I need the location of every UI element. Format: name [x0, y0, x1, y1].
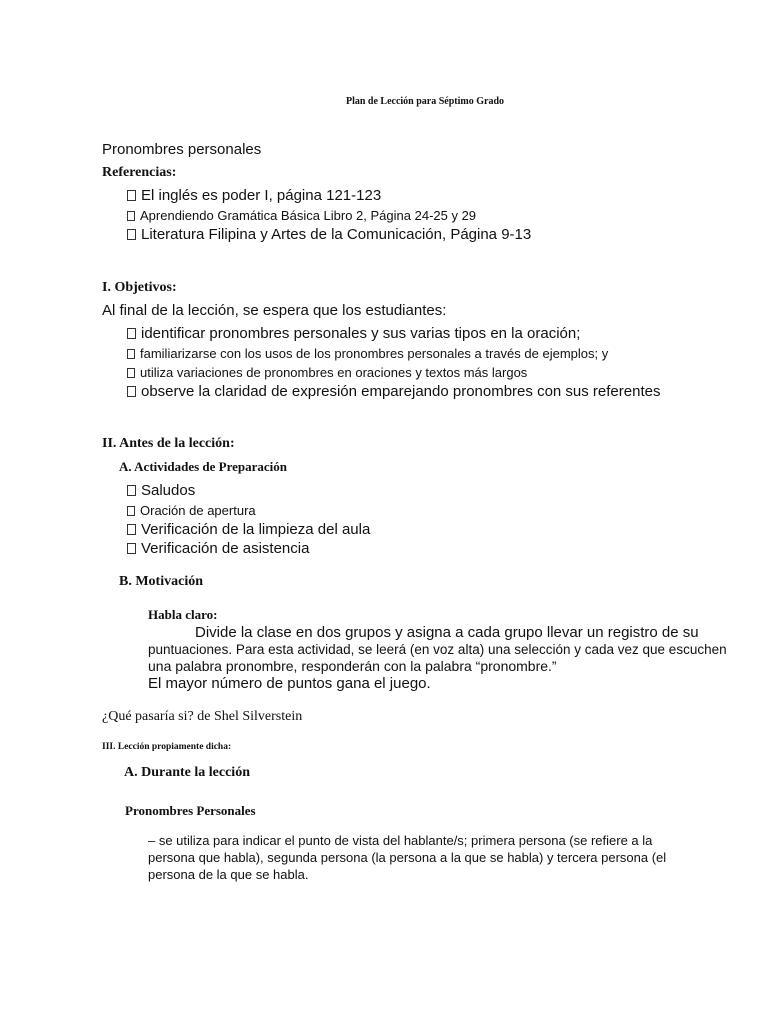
references-heading: Referencias:	[102, 165, 177, 180]
during-lesson-heading: A. Durante la lección	[124, 765, 250, 780]
lesson-proper-heading: III. Lección propiamente dicha:	[102, 742, 232, 752]
checkbox-icon	[127, 328, 136, 339]
activity-text-line: puntuaciones. Para esta actividad, se leerá (en voz alta) una selección y cada vez que escuchen	[148, 642, 727, 657]
reference-item: El inglés es poder I, página 121-123	[127, 187, 381, 204]
objective-item: identificar pronombres personales y sus varias tipos en la oración;	[127, 325, 580, 342]
subject-heading: Pronombres personales	[102, 141, 262, 158]
definition-line: persona que habla), segunda persona (la persona a la que se habla) y tercera persona (el	[148, 850, 667, 865]
objective-item: utiliza variaciones de pronombres en oraciones y textos más largos	[127, 365, 527, 380]
checkbox-icon	[127, 506, 135, 516]
topic-heading: Pronombres Personales	[125, 803, 256, 818]
checkbox-icon	[127, 524, 136, 535]
checkbox-icon	[127, 229, 136, 240]
prep-item: Saludos	[127, 482, 195, 499]
before-lesson-heading: II. Antes de la lección:	[102, 436, 235, 451]
preparation-heading: A. Actividades de Preparación	[119, 459, 288, 474]
prep-item: Verificación de asistencia	[127, 540, 309, 557]
activity-title: Habla claro:	[148, 607, 218, 622]
checkbox-icon	[127, 386, 136, 397]
activity-text-line: Divide la clase en dos grupos y asigna a cada grupo llevar un registro de su	[195, 624, 699, 641]
checkbox-icon	[127, 211, 135, 221]
objectives-heading: I. Objetivos:	[102, 280, 177, 295]
prep-item: Verificación de la limpieza del aula	[127, 521, 370, 538]
checkbox-icon	[127, 368, 135, 378]
objectives-intro: Al final de la lección, se espera que los estudiantes:	[102, 302, 447, 319]
document-title: Plan de Lección para Séptimo Grado	[345, 96, 505, 107]
objective-item: familiarizarse con los usos de los pronombres personales a través de ejemplos; y	[127, 346, 608, 361]
poem-title: ¿Qué pasaría si? de Shel Silverstein	[102, 709, 303, 724]
checkbox-icon	[127, 485, 136, 496]
definition-line: persona de la que se habla.	[148, 867, 309, 882]
checkbox-icon	[127, 349, 135, 359]
definition-line: – se utiliza para indicar el punto de vista del hablante/s; primera persona (se refiere a la	[148, 833, 653, 848]
motivation-heading: B. Motivación	[119, 574, 203, 589]
activity-text-line: una palabra pronombre, responderán con la palabra “pronombre.”	[148, 658, 557, 674]
prep-item: Oración de apertura	[127, 503, 256, 518]
objective-item: observe la claridad de expresión emparejando pronombres con sus referentes	[127, 383, 660, 400]
reference-item: Aprendiendo Gramática Básica Libro 2, Página 24-25 y 29	[127, 208, 476, 223]
reference-item: Literatura Filipina y Artes de la Comunicación, Página 9-13	[127, 226, 531, 243]
checkbox-icon	[127, 543, 136, 554]
checkbox-icon	[127, 190, 136, 201]
activity-text-line: El mayor número de puntos gana el juego.	[148, 675, 431, 692]
